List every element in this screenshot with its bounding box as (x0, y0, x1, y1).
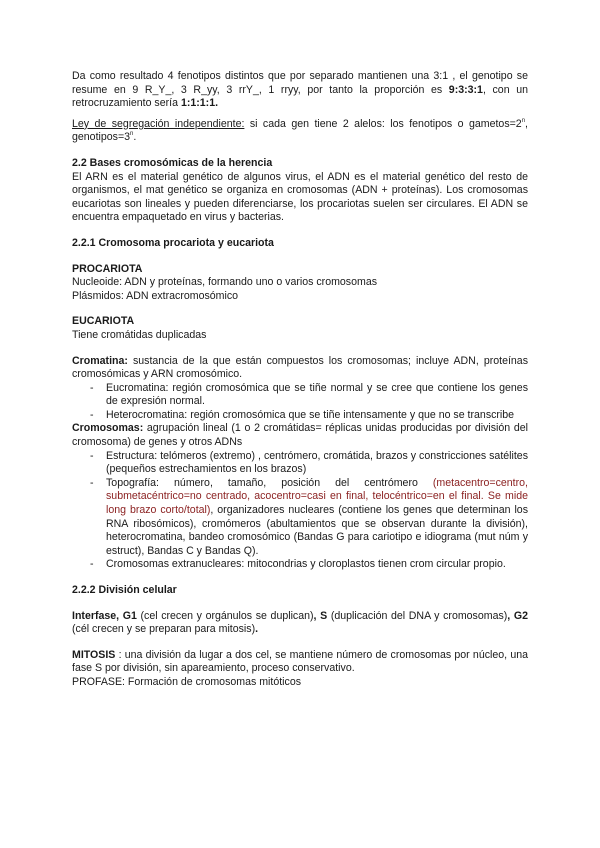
superscript: n (130, 131, 134, 138)
bold: , S (313, 609, 328, 622)
bold: Interfase, G1 (72, 609, 137, 622)
text: : una división da lugar a dos cel, se mantiene número de cromosomas por núcleo, una fase S por división, sin apareamiento, proceso conservativo. (72, 648, 528, 675)
term-bold: Cromosomas: (72, 422, 144, 435)
procariota-line-1: Nucleoide: ADN y proteínas, formando uno o varios cromosomas (72, 276, 378, 289)
heading-2-2-1: 2.2.1 Cromosoma procariota y eucariota (72, 236, 274, 249)
list-item: - Cromosomas extranucleares: mitocondrias y cloroplastos tienen crom circular propio. (90, 558, 506, 571)
list-item-text: Cromosomas extranucleares: mitocondrias y cloroplastos tienen crom circular propio. (106, 558, 506, 571)
paragraph-cromosomas (72, 422, 528, 449)
list-item-text: Eucromatina: región cromosómica que se tiñe normal y se cree que contiene los genes de expresión normal. (106, 381, 528, 408)
profase-line: PROFASE: Formación de cromosomas mitóticos (72, 675, 302, 688)
list-item: - Estructura: telómeros (extremo) , centrómero, cromátida, brazos y constricciones satélites (pequeños estrechamientos en los brazos) (90, 449, 528, 476)
text: si cada gen tiene 2 alelos: los fenotipos o gametos=2 (244, 117, 522, 130)
eucariota-line-1: Tiene cromátidas duplicadas (72, 328, 207, 341)
term-bold: MITOSIS (72, 648, 116, 661)
cromosomas-list (72, 450, 528, 572)
text: (cel crecen y orgánulos se duplican) (136, 609, 314, 622)
cromatina-list (72, 382, 528, 423)
law-underlined: Ley de segregación independiente: (72, 117, 245, 130)
paragraph-chromosomal-basis: El ARN es el material genético de algunos virus, el ADN es el material genético del resto de organismos, el mat genético se organiza en cromosomas (ADN + proteínas). Los cromosomas eucariotas son lineales y pueden diferenciarse, los procariotas suelen ser circulares. El ADN se encuentra empaquetado en virus y bacterias. (72, 170, 528, 224)
bold: . (255, 623, 259, 636)
eucariota-title: EUCARIOTA (72, 315, 135, 328)
term-bold: Cromatina: (72, 354, 128, 367)
text: , con un retrocruzamiento sería (72, 83, 528, 110)
text: sustancia de la que están compuestos los cromosomas; incluye ADN, proteínas cromosómicas y ARN cromosómico. (72, 354, 528, 381)
list-item: - Heterocromatina: región cromosómica que se tiñe intensamente y que no se transcribe (90, 408, 515, 421)
bold: , G2 (507, 609, 528, 622)
paragraph-independent-assortment (72, 118, 528, 145)
list-item-text: Topografía: número, tamaño, posición del centrómero (106, 476, 433, 489)
paragraph-interfase (72, 610, 528, 637)
testcross-ratio-bold: 1:1:1:1. (180, 97, 219, 110)
list-item-text: , organizadores nucleares (contiene los genes que determinan los RNA ribosómicos), cromómeros (abultamientos que se observan durante la división), heterocromatina, bandeo cromosómico (Bandas G para cariotipo e idiograma (mut núm y estruct), Bandas C y Bandas Q). (106, 504, 528, 557)
paragraph-dihybrid-ratio (72, 70, 528, 111)
procariota-title: PROCARIOTA (72, 262, 143, 275)
paragraph-mitosis (72, 649, 528, 676)
centromere-types-red-text: (metacentro=centro, submetacéntrico=no centrado, acocentro=casi en final, telocéntrico=en el final. Se mide long brazo corto/total) (106, 476, 528, 517)
procariota-line-2: Plásmidos: ADN extracromosómico (72, 289, 239, 302)
text: , genotipos=3 (72, 117, 528, 144)
heading-2-2-2: 2.2.2 División celular (72, 584, 177, 596)
text: (cél crecen y se preparan para mitosis) (72, 623, 256, 636)
heading-2-2: 2.2 Bases cromosómicas de la herencia (72, 156, 273, 169)
text: . (133, 131, 137, 144)
text: (duplicación del DNA y cromosomas) (327, 609, 508, 622)
superscript: n (521, 117, 526, 124)
text: agrupación lineal (1 o 2 cromátidas= réplicas unidas producidas por división del cromosoma) de genes y otros ADNs (72, 422, 528, 449)
list-item-text: Heterocromatina: región cromosómica que se tiñe intensamente y que no se transcribe (106, 408, 515, 421)
document-page (72, 70, 528, 690)
ratio-bold: 9:3:3:1 (448, 83, 483, 96)
list-item: - Eucromatina: región cromosómica que se tiñe normal y se cree que contiene los genes de expresión normal. (90, 381, 528, 408)
text: Da como resultado 4 fenotipos distintos que por separado mantienen una 3:1 , el genotipo se resume en 9 R_Y_, 3 R_yy, 3 rrY_, 1 rryy, por tanto la proporción es (72, 70, 528, 96)
list-item: - Topografía: número, tamaño, posición del centrómero (metacentro=centro, submetacéntrico=no centrado, acocentro=casi en final, telocéntrico=en el final. Se mide long brazo corto/total), organizadores nucleares (contiene los genes que determinan los RNA ribosómicos), cromómeros (abultamientos que se observan durante la división), heterocromatina, bandeo cromosómico (Bandas G para cariotipo e idiograma (mut núm y estruct), Bandas C y Bandas Q). (90, 476, 528, 557)
paragraph-cromatina (72, 355, 528, 382)
list-item-text: Estructura: telómeros (extremo) , centrómero, cromátida, brazos y constricciones satélites (pequeños estrechamientos en los brazos) (106, 449, 528, 476)
